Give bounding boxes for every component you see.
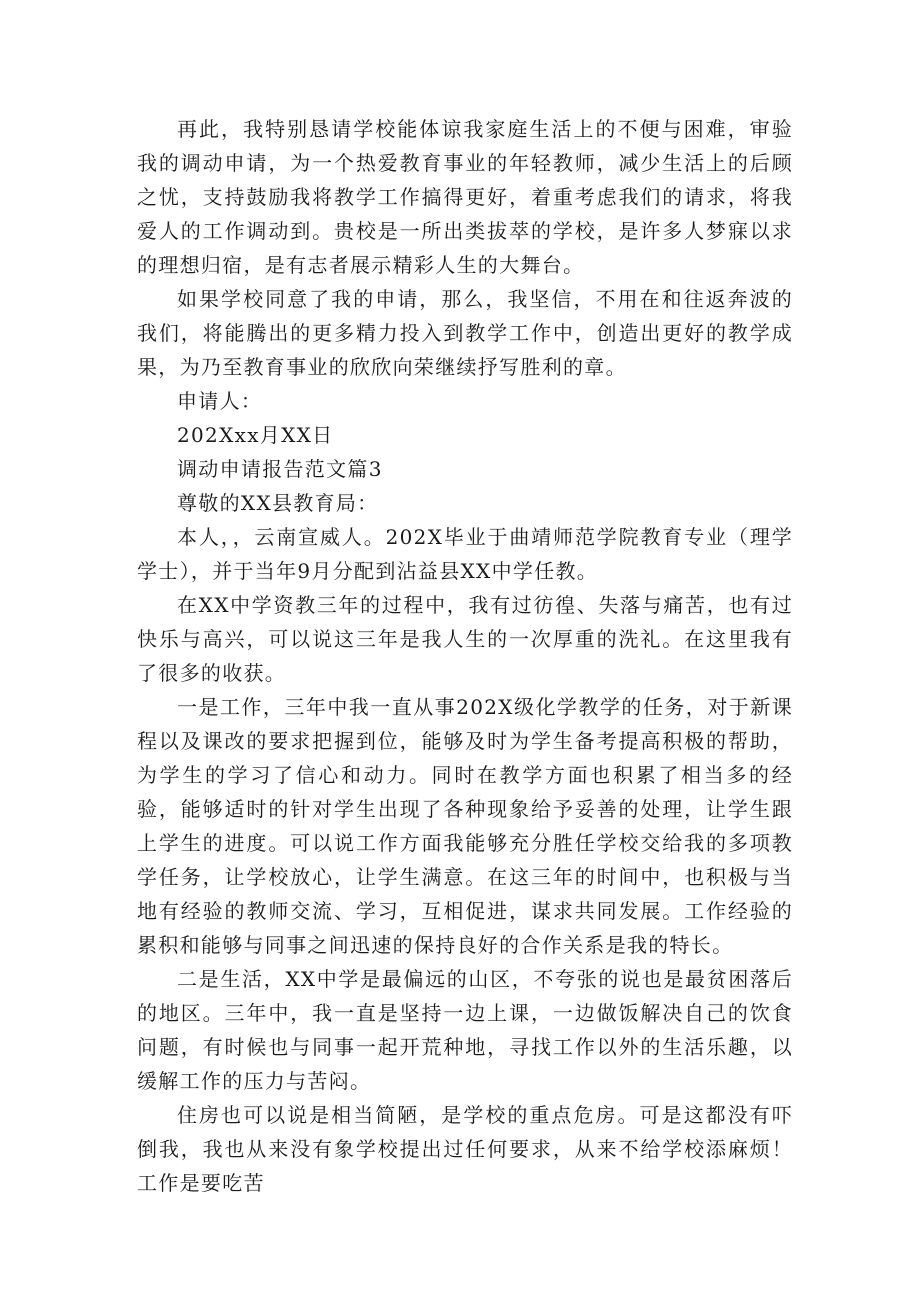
date-line: 202Xxx月XX日 (177, 423, 334, 447)
paragraph-life: 二是生活，XX中学是最偏远的山区，不夸张的说也是最贫困落后的地区。三年中，我一直是坚持一边上课，一边做饭解决自己的饮食问题，有时候也与同事一起开荒种地，寻找工作以外的生活乐趣，以缓解工作的压力与苦闷。 (137, 967, 793, 1093)
salutation: 尊敬的XX县教育局： (177, 491, 379, 515)
document-body (137, 112, 793, 1200)
paragraph-work: 一是工作，三年中我一直从事202X级化学教学的任务，对于新课程以及课改的要求把握到位，能够及时为学生备考提高积极的帮助，为学生的学习了信心和动力。同时在教学方面也积累了相当多的经验，能够适时的针对学生出现了各种现象给予妥善的处理，让学生跟上学生的进度。可以说工作方面我能够充分胜任学校交给我的多项教学任务，让学校放心，让学生满意。在这三年的时间中，也积极与当地有经验的教师交流、学习，互相促进，谋求共同发展。工作经验的累积和能够与同事之间迅速的保持良好的合作关系是我的特长。 (137, 695, 793, 957)
paragraph-request-consideration: 再此，我特别恳请学校能体谅我家庭生活上的不便与困难，审验我的调动申请，为一个热爱教育事业的年轻教师，减少生活上的后顾之忧，支持鼓励我将教学工作搞得更好，着重考虑我们的请求，将我爱人的工作调动到。贵校是一所出类拔萃的学校，是许多人梦寐以求的理想归宿，是有志者展示精彩人生的大舞台。 (137, 117, 793, 277)
paragraph-self-intro: 本人，，云南宣威人。202X毕业于曲靖师范学院教育专业（理学学士），并于当年9月分配到沾益县XX中学任教。 (137, 525, 793, 583)
paragraph-if-approved: 如果学校同意了我的申请，那么，我坚信，不用在和往返奔波的我们，将能腾出的更多精力投入到教学工作中，创造出更好的教学成果，为乃至教育事业的欣欣向荣继续抒写胜利的章。 (137, 287, 793, 379)
paragraph-housing: 住房也可以说是相当简陋，是学校的重点危房。可是这都没有吓倒我，我也从来没有象学校提出过任何要求，从来不给学校添麻烦！工作是要吃苦 (137, 1103, 793, 1195)
section-title: 调动申请报告范文篇3 (177, 457, 383, 481)
applicant-label: 申请人： (177, 389, 263, 413)
paragraph-three-years: 在XX中学资教三年的过程中，我有过彷徨、失落与痛苦，也有过快乐与高兴，可以说这三年是我人生的一次厚重的洗礼。在这里我有了很多的收获。 (137, 593, 793, 685)
